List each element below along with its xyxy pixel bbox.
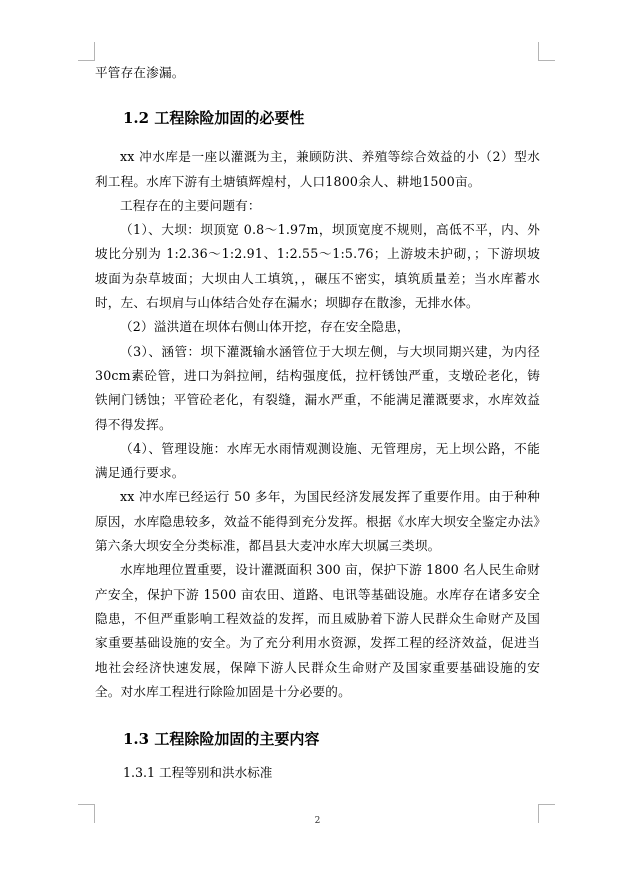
page-body bbox=[95, 61, 540, 784]
paragraph: 工程存在的主要问题有： bbox=[120, 197, 261, 213]
paragraph: （4）、管理设施：水库无水雨情观测设施、无管理房，无上坝公路，不能满足通行要求。 bbox=[95, 440, 540, 481]
section-heading-1-2: 1.2 工程除险加固的必要性 bbox=[123, 109, 305, 128]
paragraph: xx 冲水库已经运行 50 多年，为国民经济发展发挥了重要作用。由于种种原因，水库隐患较多，效益不能得到充分发挥。根据《水库大坝安全鉴定办法》第六条大坝安全分类标准，都昌县大麦冲水库大坝属三类坝。 bbox=[95, 489, 540, 554]
carryover-line: 平管存在渗漏。 bbox=[95, 65, 185, 80]
paragraph: （3）、涵管：坝下灌溉输水涵管位于大坝左侧，与大坝同期兴建，为内径30cm素砼管，进口为斜拉闸，结构强度低，拉杆锈蚀严重，支墩砼老化，铸铁闸门锈蚀；平管砼老化，有裂缝，漏水严重，不能满足灌溉要求，水库效益得不得发挥。 bbox=[95, 343, 540, 432]
crop-mark-top-left bbox=[78, 42, 95, 61]
section-heading-1-3: 1.3 工程除险加固的主要内容 bbox=[123, 730, 320, 749]
paragraph: （2）溢洪道在坝体右侧山体开挖，存在安全隐患， bbox=[120, 319, 410, 335]
page-number: 2 bbox=[314, 816, 321, 826]
subsection-heading-1-3-1: 1.3.1 工程等别和洪水标准 bbox=[123, 765, 273, 781]
paragraph: （1）、大坝：坝顶宽 0.8～1.97m，坝顶宽度不规则，高低不平，内、外坡比分别为 1:2.36～1:2.91、1:2.55～1:5.76；上游坡未护砌，；下游坝坡坡面为杂草坡面；大坝由人工填筑，，碾压不密实，填筑质量差；当水库蓄水时，左、右坝肩与山体结合处存在漏水；坝脚存在散渗，无排水体。 bbox=[95, 222, 540, 311]
paragraph: 水库地理位置重要，设计灌溉面积 300 亩，保护下游 1800 名人民生命财产安全，保护下游 1500 亩农田、道路、电讯等基础设施。水库存在诸多安全隐患，不但严重影响工程效益的发挥，而且威胁着下游人民群众生命财产及国家重要基础设施的安全。为了充分利用水资源，发挥工程的经济效益，促进当地社会经济快速发展，保障下游人民群众生命财产及国家重要基础设施的安全。对水库工程进行除险加固是十分必要的。 bbox=[95, 562, 540, 699]
crop-mark-top-right bbox=[538, 42, 555, 61]
paragraph: xx 冲水库是一座以灌溉为主，兼顾防洪、养殖等综合效益的小（2）型水利工程。水库下游有土塘镇辉煌村，人口1800余人、耕地1500亩。 bbox=[95, 149, 540, 189]
